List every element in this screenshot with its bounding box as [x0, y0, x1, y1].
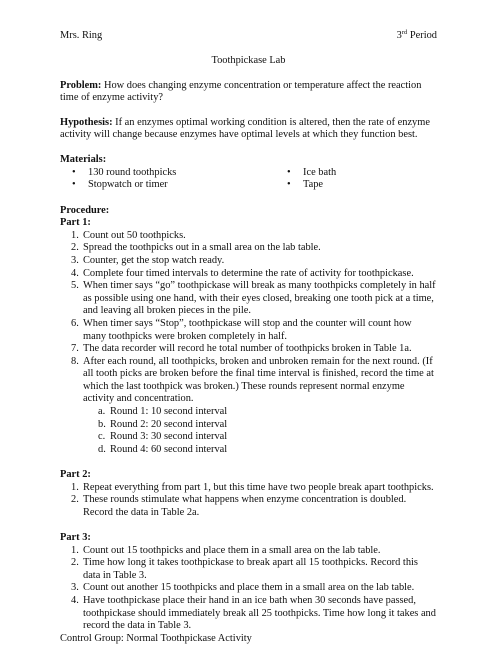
- material-item: [275, 179, 336, 192]
- part-1-label: Part 1:: [60, 217, 91, 229]
- class-period: [397, 30, 437, 43]
- teacher-name: Mrs. Ring: [60, 30, 103, 41]
- step-text: Complete four timed intervals to determine the rate of activity for toothpickase.: [83, 267, 414, 279]
- step-text: Count out 50 toothpicks.: [83, 229, 186, 241]
- lab-title: Toothpickase Lab: [211, 55, 286, 66]
- round-text: Round 2: 20 second interval: [110, 418, 228, 430]
- hypothesis-section: [60, 117, 437, 142]
- document-header: [60, 30, 437, 43]
- problem-label: Problem:: [60, 79, 102, 91]
- step-item: [60, 280, 437, 318]
- materials-label: Materials:: [60, 153, 107, 165]
- step-number: 2.: [71, 242, 79, 254]
- part-2-label: Part 2:: [60, 469, 91, 481]
- materials-column-left: [60, 167, 176, 192]
- step-item: [60, 494, 437, 519]
- part-1-steps: [60, 230, 437, 457]
- part-3-steps: [60, 545, 437, 633]
- period-word: Period: [409, 30, 437, 41]
- step-number: 3.: [71, 254, 79, 266]
- step-number: 8.: [71, 355, 79, 367]
- period-suffix: rd: [401, 29, 408, 36]
- step-item: [60, 557, 437, 582]
- document-page: [60, 30, 437, 645]
- round-item: [60, 431, 437, 444]
- round-item: [60, 419, 437, 432]
- step-text: Spread the toothpicks out in a small area on the lab table.: [83, 242, 321, 254]
- round-letter: c.: [98, 431, 106, 443]
- round-item: [60, 406, 437, 419]
- step-text: After each round, all toothpicks, broken and unbroken remain for the next round. (If all tooth picks are broken before the final time interval is finished, record the time at which the last toothpick was broken.) These rounds represent normal enzyme activity and concentration.: [83, 355, 434, 405]
- step-text: The data recorder will record he total number of toothpicks broken in Table 1a.: [83, 343, 412, 355]
- spacer: [60, 456, 437, 469]
- step-number: 1.: [71, 481, 79, 493]
- round-letter: b.: [98, 418, 106, 430]
- step-item: [60, 318, 437, 343]
- step-number: 1.: [71, 229, 79, 241]
- step-text: Count out 15 toothpicks and place them in a small area on the lab table.: [83, 544, 381, 556]
- materials-section: [60, 154, 437, 193]
- step-text: Count out another 15 toothpicks and place them in a small area on the lab table.: [83, 582, 415, 594]
- part-3: [60, 532, 437, 633]
- step-number: 7.: [71, 343, 79, 355]
- problem-section: [60, 80, 437, 105]
- round-list: [60, 406, 437, 456]
- spacer: [60, 519, 437, 532]
- bullet-icon: •: [72, 166, 76, 178]
- step-number: 4.: [71, 267, 79, 279]
- procedure-label: Procedure:: [60, 204, 110, 216]
- bullet-icon: •: [287, 179, 291, 191]
- bullet-icon: •: [72, 179, 76, 191]
- step-item: [60, 343, 437, 356]
- step-number: 2.: [71, 557, 79, 569]
- step-text: When timer says “Stop”, toothpickase will stop and the counter will count how many toothpicks were broken completely in half.: [83, 317, 412, 342]
- step-text: When timer says “go” toothpickase will break as many toothpicks completely in half as possible using one hand, with their eyes closed, breaking one tooth pick at a time, and leaving all broken pieces in the pile.: [83, 280, 436, 317]
- step-text: These rounds stimulate what happens when enzyme concentration is doubled. Record the data in Table 2a.: [83, 494, 407, 518]
- step-text: Counter, get the stop watch ready.: [83, 254, 225, 266]
- round-text: Round 1: 10 second interval: [110, 406, 228, 418]
- step-item: [60, 582, 437, 595]
- part-2-steps: [60, 482, 437, 520]
- step-item: [60, 230, 437, 243]
- hypothesis-text: If an enzymes optimal working condition is altered, then the rate of enzyme activity will change because enzymes have optimal levels at which they function best.: [60, 116, 430, 141]
- period-number: 3: [396, 30, 402, 41]
- step-item: [60, 242, 437, 255]
- round-text: Round 4: 60 second interval: [110, 443, 228, 455]
- step-item: [60, 268, 437, 281]
- step-number: 1.: [71, 544, 79, 556]
- round-item: [60, 444, 437, 457]
- round-letter: a.: [98, 406, 106, 418]
- step-item: [60, 356, 437, 457]
- step-item: [60, 545, 437, 558]
- materials-list: [60, 167, 437, 193]
- materials-column-right: [275, 167, 336, 192]
- material-item: [275, 167, 336, 180]
- step-text: Repeat everything from part 1, but this time have two people break apart toothpicks.: [83, 481, 434, 493]
- material-item: [60, 179, 176, 192]
- step-number: 6.: [71, 317, 79, 329]
- procedure-section: [60, 205, 437, 645]
- step-item: [60, 255, 437, 268]
- bullet-icon: •: [287, 166, 291, 178]
- control-group-line: Control Group: Normal Toothpickase Activity: [60, 632, 252, 644]
- part-3-label: Part 3:: [60, 532, 91, 543]
- problem-text: How does changing enzyme concentration or temperature affect the reaction time of enzyme activity?: [60, 79, 422, 104]
- step-text: Time how long it takes toothpickase to break apart all 15 toothpicks. Record this data in Table 3.: [83, 557, 418, 581]
- round-text: Round 3: 30 second interval: [110, 431, 228, 443]
- step-item: [60, 595, 437, 633]
- hypothesis-label: Hypothesis:: [60, 116, 113, 128]
- round-letter: d.: [98, 443, 106, 455]
- step-number: 3.: [71, 582, 79, 594]
- step-text: Have toothpickase place their hand in an ice bath when 30 seconds have passed, toothpickase should immediately break all 25 toothpicks. Time how long it takes and record the data in Table 3.: [83, 594, 436, 632]
- step-item: [60, 482, 437, 495]
- material-item: [60, 167, 176, 180]
- material-text: 130 round toothpicks: [88, 166, 177, 178]
- material-text: Tape: [303, 179, 324, 191]
- material-text: Stopwatch or timer: [88, 179, 168, 191]
- step-number: 4.: [71, 594, 79, 606]
- part-2: [60, 469, 437, 519]
- step-number: 2.: [71, 494, 79, 506]
- step-number: 5.: [71, 280, 79, 292]
- material-text: Ice bath: [303, 166, 337, 178]
- part-1: [60, 217, 437, 456]
